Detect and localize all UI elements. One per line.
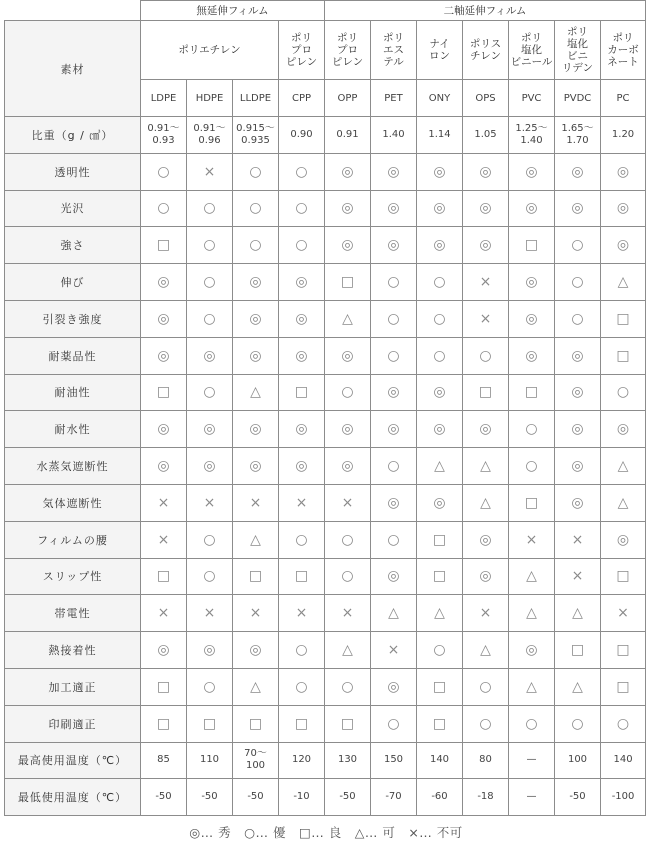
rating-cell: △ bbox=[233, 668, 279, 705]
rating-cell: ◎ bbox=[555, 484, 601, 521]
rating-cell: ◎ bbox=[371, 190, 417, 227]
rating-cell: ◎ bbox=[463, 411, 509, 448]
rating-cell: □ bbox=[279, 705, 325, 742]
property-label: 気体遮断性 bbox=[5, 484, 141, 521]
rating-cell: ○ bbox=[601, 374, 646, 411]
property-row bbox=[5, 153, 646, 190]
rating-cell: × bbox=[233, 484, 279, 521]
rating-cell: ◎ bbox=[601, 521, 646, 558]
rating-cell: ◎ bbox=[233, 264, 279, 301]
rating-cell: ◎ bbox=[555, 337, 601, 374]
material-pvc: ポリ 塩化 ビニール bbox=[509, 21, 555, 80]
abbr-pc: PC bbox=[601, 80, 646, 117]
rating-cell: □ bbox=[463, 374, 509, 411]
rating-cell: ◎ bbox=[601, 190, 646, 227]
rating-cell: △ bbox=[463, 448, 509, 485]
rating-cell: □ bbox=[601, 558, 646, 595]
rating-cell: □ bbox=[555, 632, 601, 669]
material-pvdc: ポリ 塩化 ビニ リデン bbox=[555, 21, 601, 80]
group-unstretched-film: 無延伸フィルム bbox=[141, 1, 325, 21]
rating-cell: ◎ bbox=[371, 153, 417, 190]
property-row bbox=[5, 227, 646, 264]
value-cell: 0.90 bbox=[279, 117, 325, 154]
value-cell: 110 bbox=[187, 742, 233, 779]
rating-cell: ○ bbox=[187, 558, 233, 595]
value-cell: 1.20 bbox=[601, 117, 646, 154]
rating-cell: ◎ bbox=[371, 484, 417, 521]
rating-cell: ◎ bbox=[417, 411, 463, 448]
rating-cell: △ bbox=[233, 374, 279, 411]
rating-cell: ○ bbox=[555, 227, 601, 264]
rating-cell: ◎ bbox=[371, 558, 417, 595]
rating-cell: × bbox=[463, 300, 509, 337]
property-row bbox=[5, 411, 646, 448]
rating-cell: × bbox=[555, 521, 601, 558]
abbr-pvdc: PVDC bbox=[555, 80, 601, 117]
rating-cell: ○ bbox=[555, 705, 601, 742]
rating-cell: ○ bbox=[187, 264, 233, 301]
rating-cell: △ bbox=[509, 558, 555, 595]
rating-cell: ○ bbox=[141, 190, 187, 227]
property-row bbox=[5, 484, 646, 521]
rating-cell: ○ bbox=[555, 300, 601, 337]
rating-cell: □ bbox=[233, 558, 279, 595]
property-label: 印刷適正 bbox=[5, 705, 141, 742]
rating-cell: ◎ bbox=[601, 153, 646, 190]
value-cell: 0.915〜 0.935 bbox=[233, 117, 279, 154]
rating-cell: ◎ bbox=[141, 632, 187, 669]
property-label: スリップ性 bbox=[5, 558, 141, 595]
rating-cell: ○ bbox=[279, 153, 325, 190]
rating-cell: □ bbox=[509, 374, 555, 411]
abbr-pvc: PVC bbox=[509, 80, 555, 117]
rating-cell: ○ bbox=[371, 264, 417, 301]
rating-cell: ○ bbox=[417, 337, 463, 374]
property-label: 強さ bbox=[5, 227, 141, 264]
rating-cell: ◎ bbox=[141, 300, 187, 337]
value-cell: 140 bbox=[417, 742, 463, 779]
rating-cell: ○ bbox=[141, 153, 187, 190]
rating-cell: ◎ bbox=[325, 153, 371, 190]
rating-legend: ◎… 秀 ○… 優 □… 良 △… 可 ×… 不可 bbox=[189, 825, 463, 840]
rating-cell: × bbox=[187, 595, 233, 632]
rating-cell: ○ bbox=[279, 190, 325, 227]
property-label: 水蒸気遮断性 bbox=[5, 448, 141, 485]
abbr-opp: OPP bbox=[325, 80, 371, 117]
value-cell: 0.91 bbox=[325, 117, 371, 154]
rating-cell: × bbox=[279, 484, 325, 521]
rating-cell: △ bbox=[463, 484, 509, 521]
rating-cell: △ bbox=[555, 668, 601, 705]
rating-cell: × bbox=[141, 484, 187, 521]
rating-cell: × bbox=[325, 595, 371, 632]
rating-cell: ○ bbox=[509, 411, 555, 448]
rating-cell: ○ bbox=[371, 300, 417, 337]
value-cell: 1.40 bbox=[371, 117, 417, 154]
property-label: 最低使用温度（℃） bbox=[5, 779, 141, 816]
rating-cell: ◎ bbox=[187, 337, 233, 374]
property-label: 耐薬品性 bbox=[5, 337, 141, 374]
rating-cell: ◎ bbox=[463, 153, 509, 190]
rating-cell: ◎ bbox=[233, 632, 279, 669]
rating-cell: ○ bbox=[463, 668, 509, 705]
rating-cell: × bbox=[601, 595, 646, 632]
material-cpp: ポリ プロ ピレン bbox=[279, 21, 325, 80]
rating-cell: ◎ bbox=[233, 411, 279, 448]
rating-cell: ○ bbox=[555, 264, 601, 301]
value-cell: -50 bbox=[555, 779, 601, 816]
property-row bbox=[5, 337, 646, 374]
rating-cell: □ bbox=[601, 337, 646, 374]
rating-cell: □ bbox=[141, 705, 187, 742]
rating-cell: × bbox=[325, 484, 371, 521]
rating-cell: ○ bbox=[371, 705, 417, 742]
rating-cell: ◎ bbox=[417, 374, 463, 411]
material-label: 素材 bbox=[5, 21, 141, 117]
rating-cell: ◎ bbox=[187, 448, 233, 485]
film-properties-sheet bbox=[4, 0, 645, 816]
abbr-hdpe: HDPE bbox=[187, 80, 233, 117]
property-row bbox=[5, 190, 646, 227]
rating-cell: ◎ bbox=[509, 300, 555, 337]
material-pc: ポリ カーボ ネート bbox=[601, 21, 646, 80]
rating-cell: ◎ bbox=[325, 411, 371, 448]
rating-cell: ○ bbox=[371, 448, 417, 485]
rating-cell: ◎ bbox=[555, 411, 601, 448]
value-cell: 140 bbox=[601, 742, 646, 779]
group-biaxial-film: 二軸延伸フィルム bbox=[325, 1, 646, 21]
rating-cell: ◎ bbox=[141, 411, 187, 448]
rating-cell: ◎ bbox=[371, 411, 417, 448]
rating-cell: ◎ bbox=[509, 337, 555, 374]
property-row bbox=[5, 264, 646, 301]
property-row bbox=[5, 521, 646, 558]
rating-cell: ○ bbox=[187, 190, 233, 227]
value-cell: 1.25〜 1.40 bbox=[509, 117, 555, 154]
rating-cell: ◎ bbox=[463, 190, 509, 227]
value-cell: 80 bbox=[463, 742, 509, 779]
value-cell: -50 bbox=[233, 779, 279, 816]
rating-cell: ◎ bbox=[555, 153, 601, 190]
rating-cell: □ bbox=[325, 705, 371, 742]
rating-cell: □ bbox=[325, 264, 371, 301]
property-row bbox=[5, 595, 646, 632]
property-row bbox=[5, 668, 646, 705]
rating-cell: □ bbox=[417, 558, 463, 595]
property-label: 耐水性 bbox=[5, 411, 141, 448]
rating-cell: ○ bbox=[325, 668, 371, 705]
rating-cell: ◎ bbox=[463, 521, 509, 558]
value-cell: 100 bbox=[555, 742, 601, 779]
rating-cell: ○ bbox=[417, 632, 463, 669]
rating-cell: ◎ bbox=[187, 411, 233, 448]
rating-cell: ○ bbox=[601, 705, 646, 742]
property-label: 帯電性 bbox=[5, 595, 141, 632]
rating-cell: ○ bbox=[187, 374, 233, 411]
property-label: 最高使用温度（℃） bbox=[5, 742, 141, 779]
value-cell: 1.14 bbox=[417, 117, 463, 154]
rating-cell: ○ bbox=[371, 521, 417, 558]
value-cell: 150 bbox=[371, 742, 417, 779]
rating-cell: ○ bbox=[233, 227, 279, 264]
rating-cell: ◎ bbox=[233, 448, 279, 485]
value-cell: -100 bbox=[601, 779, 646, 816]
material-pet: ポリ エス テル bbox=[371, 21, 417, 80]
rating-cell: ○ bbox=[279, 632, 325, 669]
rating-cell: ◎ bbox=[233, 337, 279, 374]
rating-cell: ○ bbox=[509, 705, 555, 742]
rating-cell: ◎ bbox=[601, 227, 646, 264]
rating-cell: ○ bbox=[187, 300, 233, 337]
rating-cell: ○ bbox=[325, 374, 371, 411]
rating-cell: ◎ bbox=[371, 668, 417, 705]
rating-cell: × bbox=[187, 153, 233, 190]
rating-cell: ◎ bbox=[325, 448, 371, 485]
rating-cell: ○ bbox=[463, 337, 509, 374]
rating-cell: × bbox=[371, 632, 417, 669]
rating-cell: ○ bbox=[417, 264, 463, 301]
rating-cell: ◎ bbox=[417, 153, 463, 190]
rating-cell: ◎ bbox=[279, 264, 325, 301]
rating-cell: ◎ bbox=[509, 632, 555, 669]
rating-cell: ◎ bbox=[325, 227, 371, 264]
abbr-ops: OPS bbox=[463, 80, 509, 117]
value-cell: -50 bbox=[187, 779, 233, 816]
rating-cell: □ bbox=[509, 227, 555, 264]
value-cell: 85 bbox=[141, 742, 187, 779]
property-label: 熱接着性 bbox=[5, 632, 141, 669]
rating-cell: ◎ bbox=[509, 190, 555, 227]
rating-cell: ○ bbox=[233, 153, 279, 190]
property-row bbox=[5, 117, 646, 154]
property-label: 光沢 bbox=[5, 190, 141, 227]
value-cell: — bbox=[509, 779, 555, 816]
rating-cell: □ bbox=[417, 705, 463, 742]
rating-cell: ◎ bbox=[371, 374, 417, 411]
value-cell: -70 bbox=[371, 779, 417, 816]
rating-cell: ◎ bbox=[141, 448, 187, 485]
rating-cell: ◎ bbox=[371, 227, 417, 264]
rating-cell: ◎ bbox=[463, 227, 509, 264]
rating-cell: ○ bbox=[325, 558, 371, 595]
rating-cell: ◎ bbox=[555, 448, 601, 485]
rating-cell: ○ bbox=[509, 448, 555, 485]
rating-cell: × bbox=[141, 521, 187, 558]
rating-cell: × bbox=[141, 595, 187, 632]
rating-cell: □ bbox=[417, 521, 463, 558]
value-cell: 1.05 bbox=[463, 117, 509, 154]
rating-cell: ◎ bbox=[417, 227, 463, 264]
rating-cell: ◎ bbox=[509, 264, 555, 301]
rating-cell: ◎ bbox=[463, 558, 509, 595]
property-label: 伸び bbox=[5, 264, 141, 301]
rating-cell: △ bbox=[463, 632, 509, 669]
property-row bbox=[5, 300, 646, 337]
rating-cell: △ bbox=[509, 668, 555, 705]
abbr-ony: ONY bbox=[417, 80, 463, 117]
film-properties-table bbox=[4, 0, 646, 816]
rating-cell: × bbox=[233, 595, 279, 632]
abbr-cpp: CPP bbox=[279, 80, 325, 117]
rating-cell: □ bbox=[141, 668, 187, 705]
rating-cell: ◎ bbox=[325, 190, 371, 227]
rating-cell: ◎ bbox=[141, 337, 187, 374]
rating-cell: ○ bbox=[279, 521, 325, 558]
value-cell: -50 bbox=[141, 779, 187, 816]
rating-cell: ◎ bbox=[279, 337, 325, 374]
property-label: 透明性 bbox=[5, 153, 141, 190]
property-rows bbox=[5, 117, 646, 816]
rating-cell: ◎ bbox=[325, 337, 371, 374]
rating-cell: ○ bbox=[463, 705, 509, 742]
property-row bbox=[5, 558, 646, 595]
value-cell: -18 bbox=[463, 779, 509, 816]
rating-cell: □ bbox=[417, 668, 463, 705]
abbr-ldpe: LDPE bbox=[141, 80, 187, 117]
rating-cell: △ bbox=[417, 595, 463, 632]
value-cell: 0.91〜 0.93 bbox=[141, 117, 187, 154]
rating-cell: △ bbox=[325, 632, 371, 669]
rating-cell: ◎ bbox=[279, 300, 325, 337]
rating-cell: △ bbox=[601, 484, 646, 521]
abbr-lldpe: LLDPE bbox=[233, 80, 279, 117]
rating-cell: ◎ bbox=[509, 153, 555, 190]
rating-cell: ◎ bbox=[417, 484, 463, 521]
property-label: 比重（g / ㎤） bbox=[5, 117, 141, 154]
value-cell: — bbox=[509, 742, 555, 779]
property-label: 引裂き強度 bbox=[5, 300, 141, 337]
material-opp: ポリ プロ ピレン bbox=[325, 21, 371, 80]
value-cell: 70〜 100 bbox=[233, 742, 279, 779]
value-cell: 1.65〜 1.70 bbox=[555, 117, 601, 154]
rating-cell: ◎ bbox=[141, 264, 187, 301]
value-cell: 120 bbox=[279, 742, 325, 779]
rating-cell: × bbox=[187, 484, 233, 521]
rating-cell: ○ bbox=[325, 521, 371, 558]
rating-cell: × bbox=[463, 264, 509, 301]
property-row bbox=[5, 448, 646, 485]
rating-cell: ◎ bbox=[417, 190, 463, 227]
rating-cell: ○ bbox=[187, 227, 233, 264]
property-row bbox=[5, 632, 646, 669]
rating-cell: □ bbox=[141, 374, 187, 411]
rating-cell: ◎ bbox=[233, 300, 279, 337]
rating-cell: △ bbox=[601, 264, 646, 301]
rating-cell: □ bbox=[141, 558, 187, 595]
rating-cell: △ bbox=[601, 448, 646, 485]
rating-cell: ○ bbox=[279, 227, 325, 264]
rating-cell: ○ bbox=[187, 668, 233, 705]
rating-cell: × bbox=[555, 558, 601, 595]
rating-cell: × bbox=[463, 595, 509, 632]
rating-cell: △ bbox=[509, 595, 555, 632]
value-cell: 0.91〜 0.96 bbox=[187, 117, 233, 154]
rating-cell: ○ bbox=[187, 521, 233, 558]
property-label: フィルムの腰 bbox=[5, 521, 141, 558]
rating-cell: △ bbox=[371, 595, 417, 632]
rating-cell: ◎ bbox=[601, 411, 646, 448]
rating-cell: △ bbox=[325, 300, 371, 337]
rating-cell: △ bbox=[555, 595, 601, 632]
abbr-pet: PET bbox=[371, 80, 417, 117]
rating-cell: □ bbox=[141, 227, 187, 264]
rating-cell: □ bbox=[601, 632, 646, 669]
value-cell: 130 bbox=[325, 742, 371, 779]
property-row bbox=[5, 742, 646, 779]
material-ony: ナイ ロン bbox=[417, 21, 463, 80]
rating-cell: ◎ bbox=[555, 190, 601, 227]
rating-cell: □ bbox=[601, 668, 646, 705]
rating-cell: ◎ bbox=[279, 411, 325, 448]
rating-cell: △ bbox=[417, 448, 463, 485]
rating-cell: ◎ bbox=[555, 374, 601, 411]
property-label: 耐油性 bbox=[5, 374, 141, 411]
value-cell: -60 bbox=[417, 779, 463, 816]
rating-cell: □ bbox=[509, 484, 555, 521]
rating-cell: □ bbox=[187, 705, 233, 742]
property-row bbox=[5, 779, 646, 816]
rating-cell: □ bbox=[279, 374, 325, 411]
property-row bbox=[5, 374, 646, 411]
rating-cell: ○ bbox=[371, 337, 417, 374]
rating-cell: × bbox=[509, 521, 555, 558]
rating-cell: △ bbox=[233, 521, 279, 558]
rating-cell: × bbox=[279, 595, 325, 632]
property-row bbox=[5, 705, 646, 742]
rating-cell: ◎ bbox=[279, 448, 325, 485]
value-cell: -10 bbox=[279, 779, 325, 816]
rating-cell: □ bbox=[233, 705, 279, 742]
corner-blank bbox=[5, 1, 141, 21]
rating-cell: ○ bbox=[233, 190, 279, 227]
rating-cell: □ bbox=[279, 558, 325, 595]
rating-cell: □ bbox=[601, 300, 646, 337]
rating-cell: ○ bbox=[417, 300, 463, 337]
rating-cell: ○ bbox=[279, 668, 325, 705]
material-polyethylene: ポリエチレン bbox=[141, 21, 279, 80]
rating-cell: ◎ bbox=[187, 632, 233, 669]
property-label: 加工適正 bbox=[5, 668, 141, 705]
value-cell: -50 bbox=[325, 779, 371, 816]
material-ops: ポリス チレン bbox=[463, 21, 509, 80]
